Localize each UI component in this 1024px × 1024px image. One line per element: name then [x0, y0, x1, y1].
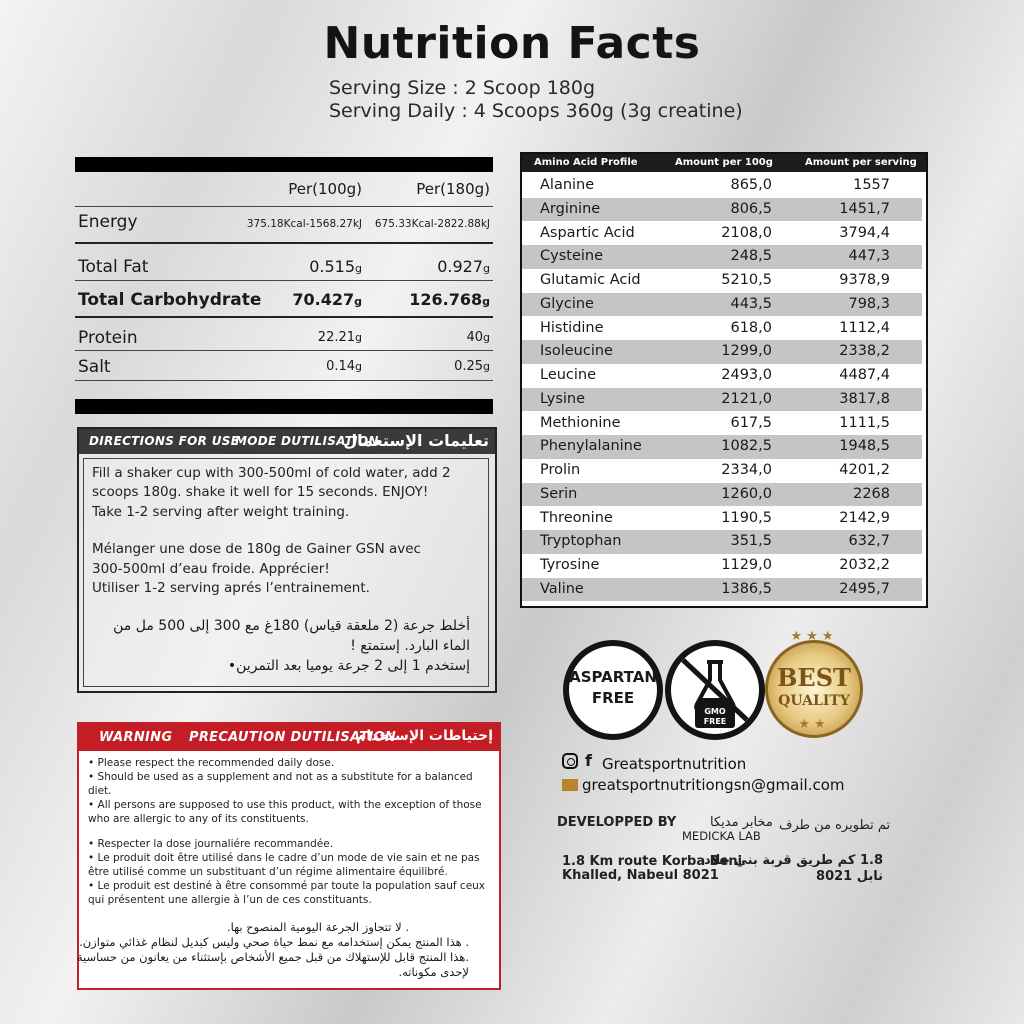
amino-row — [522, 340, 922, 364]
amino-value-100g: 1386,5 — [721, 580, 772, 597]
amino-value-serving: 2338,2 — [839, 343, 890, 360]
nutrition-header-row — [75, 172, 493, 207]
warning-title-fr: PRECAUTION DUTILISATION — [189, 730, 397, 745]
col-per-180g: Per(180g) — [416, 180, 490, 198]
badge-text: FREE — [591, 689, 635, 707]
direction-line: scoops 180g. shake it well for 15 seconds. ENJOY! — [92, 484, 429, 500]
amino-table-header — [522, 154, 926, 172]
nutrient-value-180g: 0.927 — [437, 257, 484, 276]
unit: g — [483, 360, 490, 373]
badge-text: QUALITY — [778, 693, 850, 709]
amino-row — [522, 364, 922, 388]
unit: g — [483, 262, 490, 275]
warning-line: • Respecter la dose journaliére recommandée. — [88, 838, 334, 850]
amino-value-100g: 806,5 — [730, 200, 772, 217]
warning-line: • Le produit doit être utilisé dans le cadre d’un mode de vie sain et ne pas — [88, 852, 480, 864]
amino-name: Tyrosine — [540, 557, 600, 573]
amino-name: Serin — [540, 485, 578, 502]
amino-row — [522, 222, 922, 246]
directions-box — [77, 427, 497, 693]
nutrient-value-180g: 675.33Kcal-2822.88kJ — [374, 218, 490, 230]
amino-col-100g: Amount per 100g — [675, 157, 773, 168]
badge-text: GMO — [704, 707, 726, 716]
warning-line: qui présentent une allergie à l’un de ces constituants. — [88, 894, 372, 906]
amino-value-serving: 3794,4 — [839, 224, 890, 241]
amino-value-serving: 1451,7 — [839, 200, 890, 217]
amino-value-serving: 1948,5 — [839, 438, 890, 455]
warning-title-ar: إحتياطات الإستخدام — [356, 728, 493, 744]
amino-row — [522, 507, 922, 531]
directions-title-en: DIRECTIONS FOR USE — [89, 434, 240, 448]
amino-value-serving: 4487,4 — [839, 367, 890, 383]
amino-row — [522, 435, 922, 459]
amino-name: Glutamic Acid — [540, 272, 641, 288]
directions-body — [83, 458, 489, 687]
amino-row — [522, 483, 922, 507]
amino-row — [522, 269, 922, 293]
amino-value-serving: 2032,2 — [839, 557, 890, 573]
amino-name: Isoleucine — [540, 343, 613, 360]
amino-value-100g: 865,0 — [730, 177, 772, 193]
nutrition-row-salt — [75, 354, 493, 381]
instagram-icon[interactable] — [562, 753, 578, 769]
nutrient-value-180g: 126.768 — [409, 290, 483, 309]
warning-line: diet. — [88, 785, 112, 797]
amino-value-100g: 351,5 — [730, 533, 772, 550]
direction-line: Fill a shaker cup with 300-500ml of cold water, add 2 — [92, 465, 451, 481]
amino-name: Lysine — [540, 390, 586, 407]
unit: g — [483, 331, 490, 344]
nutrient-label: Total Fat — [78, 257, 149, 277]
amino-name: Prolin — [540, 462, 581, 478]
unit: g — [354, 295, 362, 308]
amino-row — [522, 388, 922, 412]
amino-value-serving: 2142,9 — [839, 509, 890, 526]
amino-value-100g: 248,5 — [730, 248, 772, 265]
amino-value-100g: 1190,5 — [721, 509, 772, 526]
amino-row — [522, 554, 922, 578]
badge-text: ASPARTAN — [569, 668, 657, 686]
directions-header — [79, 429, 495, 454]
warning-line-ar: . لا تتجاوز الجرعة اليومية المنصوح بها. — [226, 920, 409, 934]
lab-name-ar: مخابر مديكا — [710, 815, 773, 830]
amino-acid-table — [520, 152, 928, 608]
amino-value-serving: 1112,4 — [839, 319, 890, 336]
direction-line-ar: إستخدم 1 إلى 2 جرعة يوميا بعد التمرين• — [227, 658, 470, 674]
aspartan-free-badge — [563, 640, 663, 740]
amino-value-serving: 1557 — [853, 177, 890, 193]
email-icon — [562, 779, 578, 791]
serving-daily: Serving Daily : 4 Scoops 360g (3g creatine) — [329, 100, 743, 122]
amino-col-serving: Amount per serving — [805, 157, 917, 168]
amino-row — [522, 317, 922, 341]
amino-row — [522, 174, 922, 198]
amino-row — [522, 459, 922, 483]
amino-value-serving: 3817,8 — [839, 390, 890, 407]
direction-line: Take 1-2 serving after weight training. — [92, 504, 350, 520]
warning-title-en: WARNING — [99, 730, 173, 745]
stars-icon: ★★ — [798, 717, 830, 732]
amino-row — [522, 293, 922, 317]
nutrient-value-100g: 0.14 — [326, 359, 356, 374]
amino-value-serving: 1111,5 — [839, 414, 890, 431]
warning-box — [77, 722, 501, 990]
amino-name: Tryptophan — [540, 533, 622, 550]
warning-line: être utilisé comme un substituant d’un régime alimentaire équilibré. — [88, 866, 448, 878]
nutrient-label: Energy — [78, 212, 138, 232]
amino-value-100g: 1260,0 — [721, 485, 772, 502]
nutrient-label: Total Carbohydrate — [78, 290, 262, 310]
amino-value-100g: 443,5 — [730, 295, 772, 312]
amino-row — [522, 578, 922, 602]
nutrient-label: Salt — [78, 357, 111, 377]
direction-line-ar: أخلط جرعة (2 ملعقة قياس) 180غ مع 300 إلى 500 مل من — [113, 618, 470, 634]
amino-value-serving: 447,3 — [848, 248, 890, 265]
warning-line-ar: .هذا المنتج قابل للإستهلاك من قبل جميع الأشخاص بإستثناء من يعانون من حساسية — [76, 950, 469, 964]
facebook-icon[interactable]: f — [585, 751, 592, 770]
amino-row — [522, 245, 922, 269]
amino-value-100g: 617,5 — [730, 414, 772, 431]
amino-value-100g: 2108,0 — [721, 224, 772, 241]
unit: g — [355, 262, 362, 275]
amino-col-name: Amino Acid Profile — [534, 157, 638, 168]
email-address[interactable]: greatsportnutritiongsn@gmail.com — [582, 776, 845, 794]
warning-line: who are allergic to any of its constituents. — [88, 813, 309, 825]
amino-name: Arginine — [540, 200, 601, 217]
gmo-free-badge — [665, 640, 765, 740]
nutrition-top-bar — [75, 157, 493, 172]
amino-name: Threonine — [540, 509, 613, 526]
lab-name: MEDICKA LAB — [682, 829, 761, 843]
page-title: Nutrition Facts — [323, 18, 701, 69]
direction-line: Utiliser 1-2 serving aprés l’entrainement. — [92, 580, 370, 596]
directions-title-ar: تعليمات الإستعمال — [343, 431, 489, 450]
amino-value-100g: 2493,0 — [721, 367, 772, 383]
amino-name: Glycine — [540, 295, 594, 312]
address-line-ar: 1.8 كم طريق قربة بني خلاد — [704, 853, 883, 868]
nutrition-row-fat — [75, 252, 493, 281]
warning-line: • Le produit est destiné à être consommé par toute la population sauf ceux — [88, 880, 486, 892]
social-handle[interactable]: Greatsportnutrition — [602, 755, 747, 773]
amino-name: Histidine — [540, 319, 604, 336]
address-line: Khalled, Nabeul 8021 — [562, 868, 719, 883]
amino-value-serving: 4201,2 — [839, 462, 890, 478]
amino-value-100g: 2334,0 — [721, 462, 772, 478]
col-per-100g: Per(100g) — [288, 180, 362, 198]
nutrition-row-energy — [75, 206, 493, 244]
direction-line: 300-500ml d’eau froide. Apprécier! — [92, 561, 330, 577]
amino-name: Methionine — [540, 414, 621, 431]
address-line-ar: نابل 8021 — [816, 869, 883, 884]
amino-name: Phenylalanine — [540, 438, 642, 455]
unit: g — [355, 360, 362, 373]
nutrition-bottom-bar — [75, 399, 493, 414]
amino-value-serving: 798,3 — [848, 295, 890, 312]
direction-line-ar: الماء البارد. إستمتع ! — [350, 638, 470, 654]
warning-line-ar: لإحدى مكوناته. — [398, 965, 469, 979]
amino-value-100g: 1129,0 — [721, 557, 772, 573]
amino-row — [522, 530, 922, 554]
warning-header — [79, 724, 499, 751]
nutrient-value-100g: 375.18Kcal-1568.27kJ — [246, 218, 362, 230]
unit: g — [355, 331, 362, 344]
badge-text: BEST — [777, 663, 851, 692]
amino-name: Alanine — [540, 177, 595, 193]
amino-name: Leucine — [540, 367, 597, 383]
warning-line-ar: . هذا المنتج يمكن إستخدامه مع نمط حياة صحي وليس كبديل لنظام غذائي متوازن. — [79, 935, 469, 949]
amino-value-100g: 1082,5 — [721, 438, 772, 455]
developed-by-ar: تم تطويره من طرف — [779, 818, 891, 833]
amino-row — [522, 412, 922, 436]
nutrient-value-100g: 0.515 — [309, 257, 356, 276]
serving-size: Serving Size : 2 Scoop 180g — [329, 77, 596, 99]
nutrition-row-carbs — [75, 284, 493, 318]
amino-value-100g: 618,0 — [730, 319, 772, 336]
best-quality-badge — [765, 629, 863, 738]
nutrient-value-180g: 0.25 — [454, 359, 484, 374]
nutrient-value-100g: 22.21 — [317, 330, 356, 345]
amino-name: Aspartic Acid — [540, 224, 635, 241]
nutrient-value-100g: 70.427 — [292, 290, 355, 309]
amino-value-serving: 2268 — [853, 485, 890, 502]
address-line: 1.8 Km route Korba Beni — [562, 854, 743, 869]
badge-text: FREE — [703, 717, 727, 726]
directions-title-fr: MODE DUTILISATION — [235, 434, 379, 448]
amino-value-serving: 632,7 — [848, 533, 890, 550]
amino-value-serving: 2495,7 — [839, 580, 890, 597]
nutrient-value-180g: 40 — [466, 330, 484, 345]
amino-value-100g: 2121,0 — [721, 390, 772, 407]
developped-by: DEVELOPPED BY — [557, 815, 677, 830]
warning-line: • Please respect the recommended daily dose. — [88, 757, 335, 769]
amino-name: Cysteine — [540, 248, 604, 265]
unit: g — [482, 295, 490, 308]
warning-line: • All persons are supposed to use this product, with the exception of those — [88, 799, 482, 811]
warning-line: • Should be used as a supplement and not as a substitute for a balanced — [88, 771, 473, 783]
nutrient-label: Protein — [78, 328, 138, 348]
direction-line: Mélanger une dose de 180g de Gainer GSN avec — [92, 541, 421, 557]
amino-value-100g: 5210,5 — [721, 272, 772, 288]
amino-value-serving: 9378,9 — [839, 272, 890, 288]
nutrition-row-protein — [75, 324, 493, 351]
stars-icon: ★★★ — [790, 629, 838, 644]
amino-value-100g: 1299,0 — [721, 343, 772, 360]
amino-name: Valine — [540, 580, 584, 597]
amino-row — [522, 198, 922, 222]
